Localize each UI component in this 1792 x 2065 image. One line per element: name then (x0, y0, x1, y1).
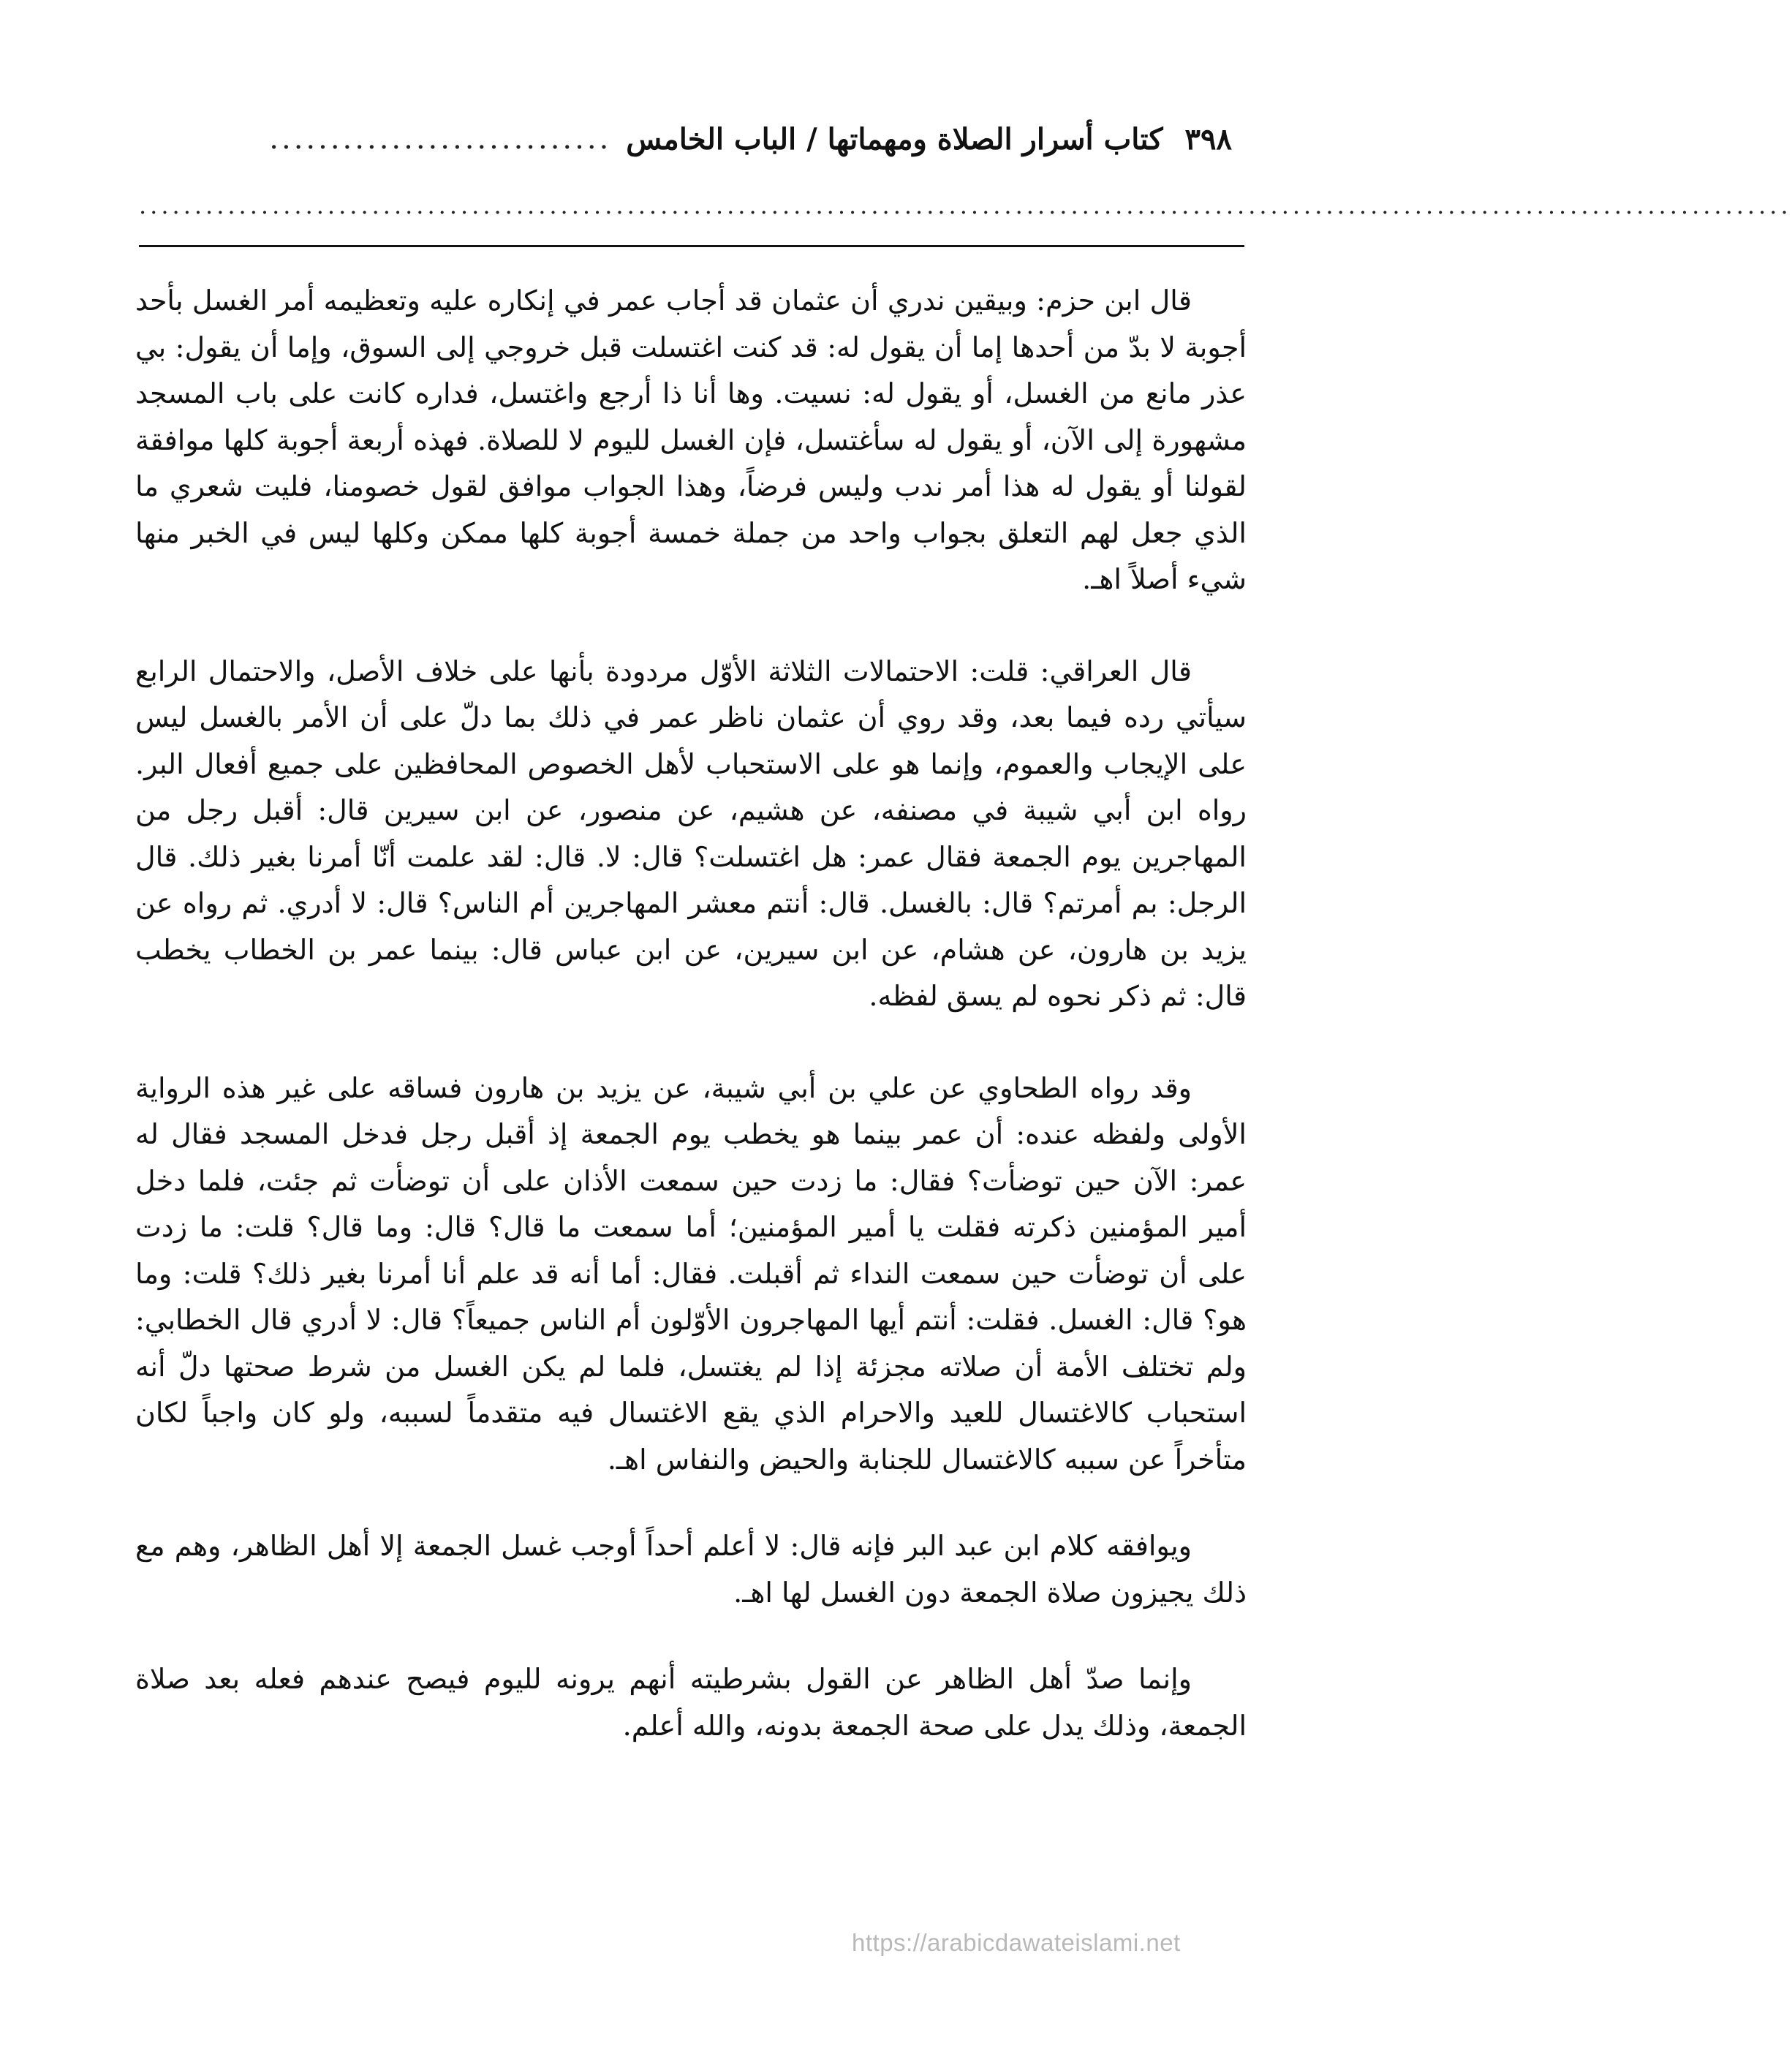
running-header (135, 110, 1232, 168)
header-dotted-line: ..................................................................................................................................................... (139, 192, 1792, 219)
paragraph-al-iraqi: قال العراقي: قلت: الاحتمالات الثلاثة الأوّل مردودة بأنها على خلاف الأصل، والاحتمال الرابع سيأتي رده فيما بعد، وقد روي أن عثمان ناظر عمر في ذلك بما دلّ على أن الأمر بالغسل ليس على الإيجاب والعموم، وإنما هو على الاستحباب لأهل الخصوص المحافظين على جميع أفعال البر. رواه ابن أبي شيبة في مصنفه، عن هشيم، عن منصور، عن ابن سيرين قال: أقبل رجل من المهاجرين يوم الجمعة فقال عمر: هل اغتسلت؟ قال: لا. قال: لقد علمت أنّا أمرنا بغير ذلك. قال الرجل: بم أمرتم؟ قال: بالغسل. قال: أنتم معشر المهاجرين أم الناس؟ قال: لا أدري. ثم رواه عن يزيد بن هارون، عن هشام، عن ابن سيرين، عن ابن عباس قال: بينما عمر بن الخطاب يخطب قال: ثم ذكر نحوه لم يسق لفظه. (135, 654, 1247, 1012)
header-leader-dots: ............................ (269, 122, 612, 156)
main-text (135, 278, 1247, 1749)
watermark-url: https://arabicdawateislami.net (852, 1929, 1181, 1956)
paragraph-al-tahawi: وقد رواه الطحاوي عن علي بن أبي شيبة، عن يزيد بن هارون فساقه على غير هذه الرواية الأولى ولفظه عنده: أن عمر بينما هو يخطب يوم الجمعة إذ أقبل رجل فدخل المسجد فقال له عمر: الآن حين توضأت؟ فقال: ما زدت حين سمعت الأذان على أن توضأت ثم جئت، فلما دخل أمير المؤمنين ذكرته فقلت يا أمير المؤمنين؛ أما سمعت ما قال؟ قال: وما قال؟ قلت: ما زدت على أن توضأت حين سمعت النداء ثم أقبلت. فقال: أما أنه قد علم أنا أمرنا بغير ذلك؟ قلت: وما هو؟ قال: الغسل. فقلت: أنتم أيها المهاجرون الأوّلون أم الناس جميعاً؟ قال: لا أدري قال الخطابي: ولم تختلف الأمة أن صلاته مجزئة إذا لم يغتسل، فلما لم يكن الغسل من شرط صحتها دلّ أنه استحباب كالاغتسال للعيد والاحرام الذي يقع الاغتسال فيه متقدماً لسببه، ولو كان واجباً لكان متأخراً عن سببه كالاغتسال للجنابة والحيض والنفاس اهـ. (135, 1071, 1247, 1476)
paragraph-conclusion: وإنما صدّ أهل الظاهر عن القول بشرطيته أنهم يرونه لليوم فيصح عندهم فعله بعد صلاة الجمعة، وذلك يدل على صحة الجمعة بدونه، والله أعلم. (135, 1663, 1247, 1742)
paragraph-ibn-abd-al-barr: ويوافقه كلام ابن عبد البر فإنه قال: لا أعلم أحداً أوجب غسل الجمعة إلا أهل الظاهر، وهم مع ذلك يجيزون صلاة الجمعة دون الغسل لها اهـ. (135, 1530, 1247, 1609)
header-rule (139, 245, 1244, 247)
page-number: ٣٩٨ (1184, 121, 1232, 156)
paragraph-ibn-hazm: قال ابن حزم: وبيقين ندري أن عثمان قد أجاب عمر في إنكاره عليه وتعظيمه أمر الغسل بأحد أجوبة لا بدّ من أحدها إما أن يقول له: قد كنت اغتسلت قبل خروجي إلى السوق، وإما أن يقول: بي عذر مانع من الغسل، أو يقول له: نسيت. وها أنا ذا أرجع واغتسل، فداره كانت على باب المسجد مشهورة إلى الآن، أو يقول له سأغتسل، فإن الغسل لليوم لا للصلاة. فهذه أربعة أجوبة كلها موافقة لقولنا أو يقول له هذا أمر ندب وليس فرضاً، وهذا الجواب موافق لقول خصومنا، فليت شعري ما الذي جعل لهم التعلق بجواب واحد من جملة خمسة أجوبة كلها ممكن وكلها ليس في الخبر منها شيء أصلاً اهـ. (135, 284, 1247, 595)
chapter-title: كتاب أسرار الصلاة ومهماتها / الباب الخامس (626, 121, 1163, 156)
